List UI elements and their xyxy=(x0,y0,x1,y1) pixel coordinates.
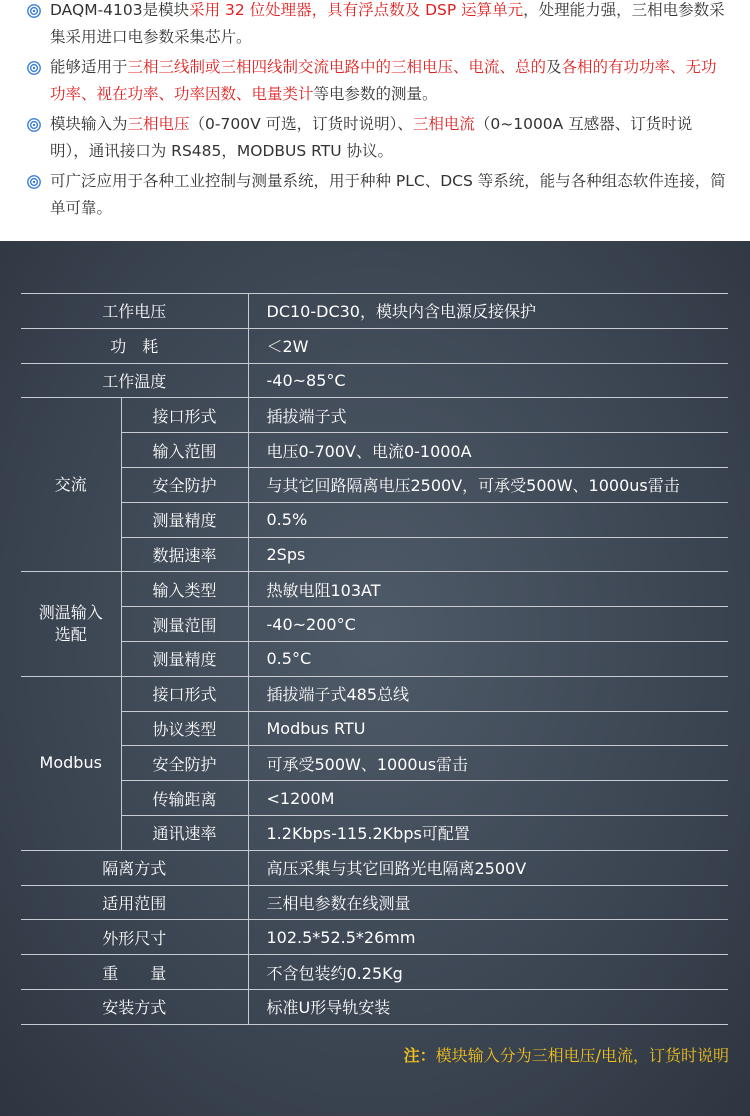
table-row xyxy=(21,607,728,642)
spec-group-modbus: Modbus xyxy=(21,676,121,850)
spec-value: 插拔端子式485总线 xyxy=(248,676,728,711)
spec-value: 102.5*52.5*26mm xyxy=(248,920,728,955)
spec-value: 热敏电阻103AT xyxy=(248,572,728,607)
table-row xyxy=(21,328,728,363)
table-row xyxy=(21,815,728,850)
spec-label: 测量精度 xyxy=(121,641,248,676)
spec-panel xyxy=(0,241,750,1116)
spec-value: 电压0-700V、电流0-1000A xyxy=(248,433,728,468)
spec-label: 重 量 xyxy=(21,955,248,990)
table-row xyxy=(21,885,728,920)
table-row xyxy=(21,676,728,711)
feature-list xyxy=(0,0,750,241)
spec-value: 高压采集与其它回路光电隔离2500V xyxy=(248,850,728,885)
spec-label: 安全防护 xyxy=(121,746,248,781)
table-row xyxy=(21,537,728,572)
spec-value: 2Sps xyxy=(248,537,728,572)
ring-bullet-icon xyxy=(26,168,50,195)
spec-value: 0.5% xyxy=(248,502,728,537)
spec-label: 通讯速率 xyxy=(121,815,248,850)
spec-label: 测量精度 xyxy=(121,502,248,537)
table-row xyxy=(21,920,728,955)
table-row xyxy=(21,572,728,607)
feature-item-usage xyxy=(26,168,728,222)
spec-group-temp-input: 测温输入 选配 xyxy=(21,572,121,676)
spec-value: -40~85°C xyxy=(248,363,728,398)
spec-label: 输入范围 xyxy=(121,433,248,468)
spec-value: <1200M xyxy=(248,781,728,816)
feature-item-application xyxy=(26,54,728,108)
spec-label: 传输距离 xyxy=(121,781,248,816)
feature-text: DAQM-4103是模块采用 32 位处理器，具有浮点数及 DSP 运算单元，处理能力强，三相电参数采集采用进口电参数采集芯片。 xyxy=(50,1,725,46)
spec-label: 接口形式 xyxy=(121,676,248,711)
feature-text: 可广泛应用于各种工业控制与测量系统，用于种种 PLC、DCS 等系统，能与各种组态软件连接，简单可靠。 xyxy=(50,172,726,217)
feature-item-processor xyxy=(26,0,728,51)
table-row xyxy=(21,363,728,398)
ring-bullet-icon xyxy=(26,54,50,81)
table-row xyxy=(21,850,728,885)
table-row xyxy=(21,711,728,746)
ring-bullet-icon xyxy=(26,0,50,24)
table-row xyxy=(21,398,728,433)
spec-value: 0.5°C xyxy=(248,641,728,676)
spec-group-ac: 交流 xyxy=(21,398,121,572)
spec-value: 与其它回路隔离电压2500V，可承受500W、1000us雷击 xyxy=(248,467,728,502)
spec-label: 适用范围 xyxy=(21,885,248,920)
spec-label: 接口形式 xyxy=(121,398,248,433)
spec-label: 协议类型 xyxy=(121,711,248,746)
spec-value: DC10-DC30，模块内含电源反接保护 xyxy=(248,294,728,329)
spec-value: ＜2W xyxy=(248,328,728,363)
table-row xyxy=(21,294,728,329)
spec-table xyxy=(21,293,728,1025)
feature-text: 能够适用于三相三线制或三相四线制交流电路中的三相电压、电流、总的及各相的有功功率、无功功率、视在功率、功率因数、电量类计等电参数的测量。 xyxy=(50,58,717,103)
table-row xyxy=(21,781,728,816)
table-row xyxy=(21,433,728,468)
table-row xyxy=(21,955,728,990)
spec-label: 功 耗 xyxy=(21,328,248,363)
spec-label: 工作电压 xyxy=(21,294,248,329)
table-row xyxy=(21,502,728,537)
note-prefix: 注： xyxy=(403,1046,436,1065)
spec-label: 输入类型 xyxy=(121,572,248,607)
spec-value: -40~200°C xyxy=(248,607,728,642)
spec-label: 工作温度 xyxy=(21,363,248,398)
spec-value: 不含包装约0.25Kg xyxy=(248,955,728,990)
spec-value: 标准U形导轨安装 xyxy=(248,989,728,1024)
spec-value: 可承受500W、1000us雷击 xyxy=(248,746,728,781)
spec-label: 安装方式 xyxy=(21,989,248,1024)
spec-label: 隔离方式 xyxy=(21,850,248,885)
spec-value: 1.2Kbps-115.2Kbps可配置 xyxy=(248,815,728,850)
spec-value: 插拔端子式 xyxy=(248,398,728,433)
spec-label: 数据速率 xyxy=(121,537,248,572)
table-row xyxy=(21,467,728,502)
ring-bullet-icon xyxy=(26,111,50,138)
order-note xyxy=(404,1043,729,1066)
feature-text: 模块输入为三相电压（0-700V 可选，订货时说明）、三相电流（0~1000A 互感器、订货时说明），通讯接口为 RS485，MODBUS RTU 协议。 xyxy=(50,115,693,160)
spec-label: 测量范围 xyxy=(121,607,248,642)
spec-value: 三相电参数在线测量 xyxy=(248,885,728,920)
spec-value: Modbus RTU xyxy=(248,711,728,746)
table-row xyxy=(21,746,728,781)
table-row xyxy=(21,641,728,676)
table-row xyxy=(21,989,728,1024)
note-text: 模块输入分为三相电压/电流，订货时说明 xyxy=(435,1046,729,1065)
feature-item-input xyxy=(26,111,728,165)
spec-label: 外形尺寸 xyxy=(21,920,248,955)
spec-label: 安全防护 xyxy=(121,467,248,502)
